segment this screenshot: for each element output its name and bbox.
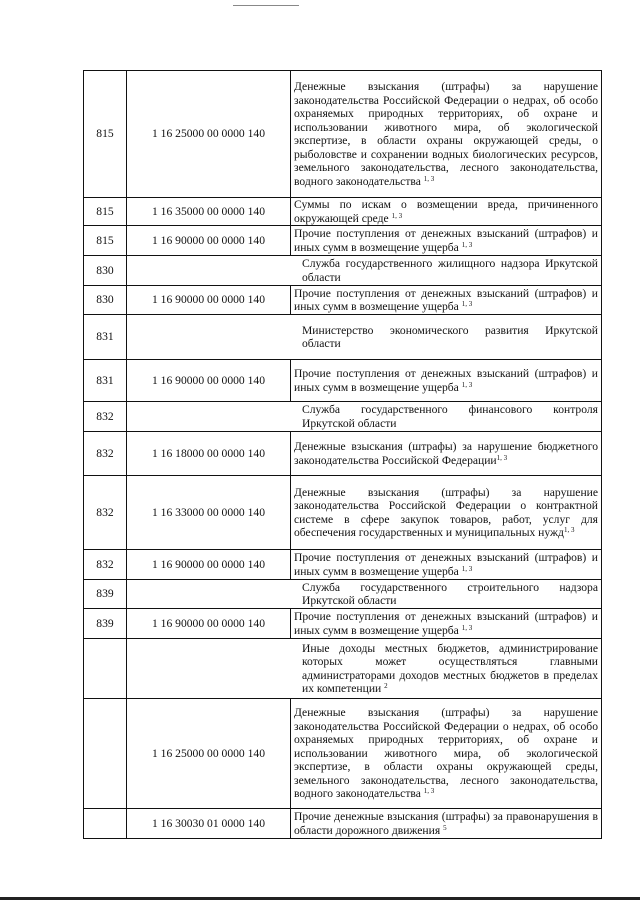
- description-text: Прочие поступления от денежных взысканий (штрафов) и иных сумм в возмещение ущерба: [294, 367, 598, 394]
- administrator-code-cell: 830: [84, 256, 127, 286]
- administrator-code-cell: 815: [84, 198, 127, 226]
- table-row: [84, 198, 602, 226]
- agency-name: Служба государственного строительного надзора Иркутской области: [302, 580, 598, 607]
- table-row: [84, 402, 602, 432]
- budget-code-cell: 1 16 90000 00 0000 140: [127, 609, 291, 639]
- administrator-code-cell: 839: [84, 609, 127, 639]
- table-row: [84, 360, 602, 402]
- table-row: [84, 315, 602, 360]
- footnote-ref: 1, 3: [461, 380, 473, 389]
- footnote-ref: 1, 3: [461, 623, 473, 632]
- administrator-code-cell: 832: [84, 432, 127, 476]
- table-row: [84, 609, 602, 639]
- description-cell: [291, 432, 602, 476]
- administrator-code-cell: 815: [84, 71, 127, 198]
- description-cell: [291, 809, 602, 839]
- administrator-code-cell: [84, 809, 127, 839]
- description-cell: [291, 198, 602, 226]
- agency-name: Служба государственного финансового контроля Иркутской области: [302, 403, 598, 430]
- section-heading-cell: [127, 639, 602, 699]
- description-text: Суммы по искам о возмещении вреда, причиненного окружающей среде: [294, 198, 598, 225]
- description-text: Денежные взыскания (штрафы) за нарушение законодательства Российской Федерации о недрах, об особо охраняемых природных территориях, об охране и использовании животного мира, об экологической экспертизе, в области охраны окружающей среды, о рыболовстве и сохранении водных биологических ресурсов, земельного законодательства, лесного законодательства, водного законодательства: [294, 80, 598, 188]
- administrator-code-cell: [84, 699, 127, 809]
- administrator-code-cell: 815: [84, 226, 127, 256]
- footnote-ref: 1, 3: [496, 453, 508, 462]
- budget-code-cell: 1 16 90000 00 0000 140: [127, 226, 291, 256]
- table-row: [84, 286, 602, 315]
- footnote-ref: 1, 3: [461, 564, 473, 573]
- budget-code-cell: 1 16 90000 00 0000 140: [127, 286, 291, 315]
- description-cell: [291, 609, 602, 639]
- administrator-code-cell: 831: [84, 360, 127, 402]
- budget-code-cell: 1 16 90000 00 0000 140: [127, 550, 291, 580]
- table-row: [84, 71, 602, 198]
- table-row: [84, 639, 602, 699]
- table-row: [84, 432, 602, 476]
- description-text: Прочие поступления от денежных взысканий (штрафов) и иных сумм в возмещение ущерба: [294, 610, 598, 637]
- administrator-code-cell: [84, 639, 127, 699]
- description-cell: [291, 71, 602, 198]
- table-row: [84, 256, 602, 286]
- footer-rule: [0, 897, 640, 900]
- table-row: [84, 226, 602, 256]
- description-cell: [291, 360, 602, 402]
- revenue-codes-table: [83, 70, 602, 839]
- table-row: [84, 476, 602, 550]
- footnote-ref: 1, 3: [423, 174, 435, 183]
- footnote-ref: 1, 3: [563, 526, 575, 534]
- agency-name-cell: [127, 580, 602, 609]
- budget-code-cell: 1 16 90000 00 0000 140: [127, 360, 291, 402]
- budget-code-cell: 1 16 25000 00 0000 140: [127, 699, 291, 809]
- description-cell: [291, 476, 602, 550]
- description-text: Денежные взыскания (штрафы) за нарушение бюджетного законодательства Российской Федерации: [294, 440, 598, 467]
- footnote-ref: 1, 3: [461, 300, 473, 308]
- footnote-ref: 5: [443, 823, 447, 832]
- description-text: Прочие поступления от денежных взысканий (штрафов) и иных сумм в возмещение ущерба: [294, 227, 598, 254]
- header-rule: [233, 5, 299, 6]
- administrator-code-cell: 832: [84, 476, 127, 550]
- table-row: [84, 550, 602, 580]
- administrator-code-cell: 832: [84, 402, 127, 432]
- table-row: [84, 699, 602, 809]
- table-row: [84, 809, 602, 839]
- budget-code-cell: 1 16 30030 01 0000 140: [127, 809, 291, 839]
- budget-code-cell: 1 16 35000 00 0000 140: [127, 198, 291, 226]
- section-heading: Иные доходы местных бюджетов, администрирование которых может осуществляться главными администраторами доходов местных бюджетов в пределах их компетенции: [302, 641, 598, 695]
- description-text: Прочие денежные взыскания (штрафы) за правонарушения в области дорожного движения: [294, 810, 598, 837]
- administrator-code-cell: 830: [84, 286, 127, 315]
- budget-code-cell: 1 16 25000 00 0000 140: [127, 71, 291, 198]
- description-text: Денежные взыскания (штрафы) за нарушение законодательства Российской Федерации о контрактной системе в сфере закупок товаров, работ, услуг для обеспечения государственных и муниципальных нужд: [294, 485, 598, 539]
- table-row: [84, 580, 602, 609]
- administrator-code-cell: 839: [84, 580, 127, 609]
- agency-name-cell: [127, 256, 602, 286]
- budget-code-cell: 1 16 18000 00 0000 140: [127, 432, 291, 476]
- footnote-ref: 2: [384, 682, 388, 690]
- description-text: Прочие поступления от денежных взысканий (штрафов) и иных сумм в возмещение ущерба: [294, 551, 598, 578]
- description-cell: [291, 286, 602, 315]
- footnote-ref: 1, 3: [423, 787, 435, 796]
- footnote-ref: 1, 3: [391, 211, 403, 220]
- agency-name-cell: [127, 402, 602, 432]
- administrator-code-cell: 832: [84, 550, 127, 580]
- agency-name-cell: [127, 315, 602, 360]
- description-cell: [291, 226, 602, 256]
- footnote-ref: 1, 3: [461, 240, 473, 249]
- administrator-code-cell: 831: [84, 315, 127, 360]
- description-text: Денежные взыскания (штрафы) за нарушение законодательства Российской Федерации о недрах, об особо охраняемых природных территориях, об охране и использовании животного мира, об экологической экспертизе, в области охраны окружающей среды, земельного законодательства, лесного законодательства, водного законодательства: [294, 706, 598, 801]
- agency-name: Служба государственного жилищного надзора Иркутской области: [302, 257, 598, 284]
- agency-name: Министерство экономического развития Иркутской области: [302, 323, 598, 350]
- description-text: Прочие поступления от денежных взысканий (штрафов) и иных сумм в возмещение ущерба: [294, 286, 598, 313]
- description-cell: [291, 699, 602, 809]
- budget-code-cell: 1 16 33000 00 0000 140: [127, 476, 291, 550]
- description-cell: [291, 550, 602, 580]
